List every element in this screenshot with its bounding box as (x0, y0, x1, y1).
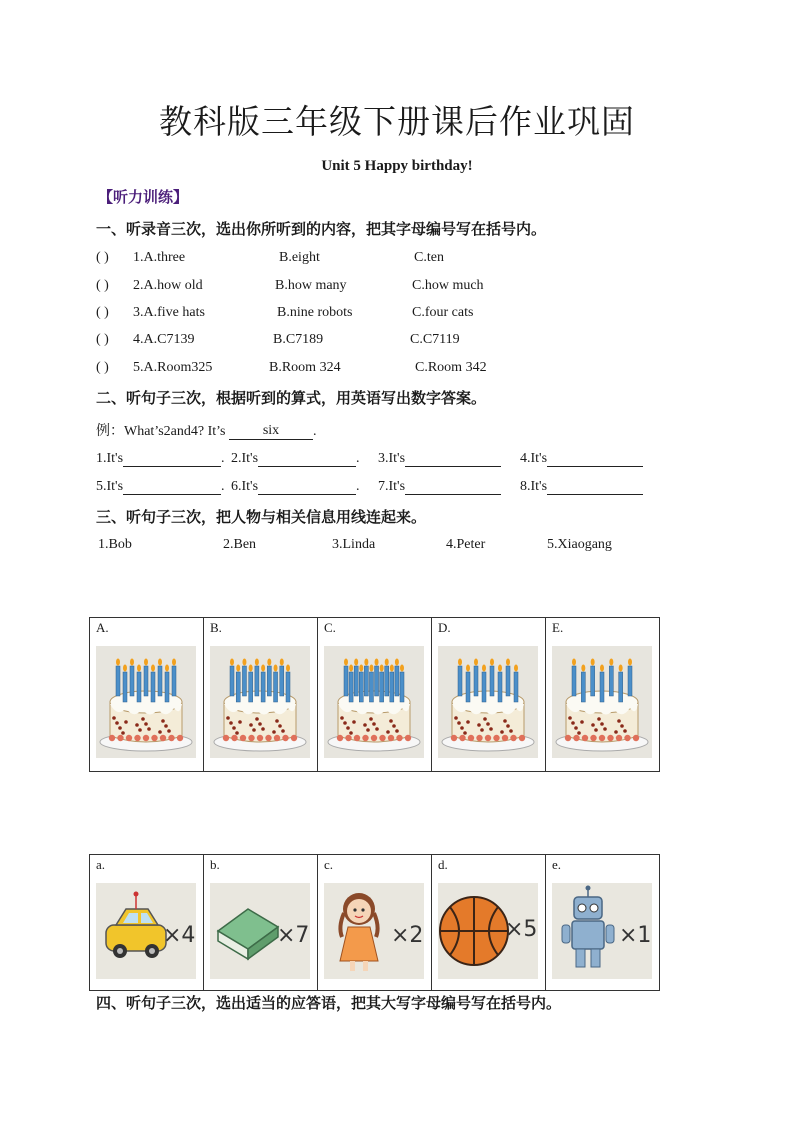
cake-image (438, 646, 538, 758)
part4-heading: 四、听句子三次，选出适当的应答语，把其大写字母编号写在括号内。 (96, 994, 562, 1012)
option-c: C.how much (412, 278, 484, 293)
option-b: B.Room 324 (269, 360, 341, 375)
answer-paren[interactable]: ( ) (96, 278, 109, 293)
answer-blank[interactable] (547, 479, 643, 495)
cake-image (552, 646, 652, 758)
option-a: 1.A.three (133, 250, 186, 265)
option-a: 5.A.Room325 (133, 360, 213, 375)
quantity-label: ×1 (619, 923, 652, 948)
quantity-label: ×2 (391, 923, 424, 948)
blank-label: 1.It's (96, 451, 124, 466)
cake-image (96, 646, 196, 758)
option-b: B.eight (279, 250, 320, 265)
gift-label: b. (210, 857, 220, 872)
answer-blank[interactable] (258, 451, 356, 467)
example-answer-text: six (262, 423, 280, 438)
answer-blank[interactable] (547, 451, 643, 467)
cake-label: A. (96, 620, 109, 635)
option-c: C.ten (414, 250, 444, 265)
cake-label: B. (210, 620, 222, 635)
person-name[interactable]: 5.Xiaogang (547, 537, 612, 552)
blank-item (231, 451, 360, 467)
page-title: 教科版三年级下册课后作业巩固 (159, 102, 635, 141)
blank-item (378, 479, 501, 495)
answer-paren[interactable]: ( ) (96, 332, 109, 347)
option-c: C.C7119 (410, 332, 460, 347)
blank-period: . (356, 451, 360, 466)
answer-paren[interactable]: ( ) (96, 305, 109, 320)
cake-image (210, 646, 310, 758)
answer-blank[interactable] (405, 451, 501, 467)
cake-image (324, 646, 424, 758)
cake-label: E. (552, 620, 564, 635)
blank-item (96, 451, 225, 467)
answer-paren[interactable]: ( ) (96, 360, 109, 375)
cake-label: C. (324, 620, 336, 635)
blank-item (520, 451, 643, 467)
gift-label: d. (438, 857, 448, 872)
cake-label: D. (438, 620, 451, 635)
gift-cell[interactable] (318, 855, 432, 991)
example-prefix: 例：What’s2and4? It’s (96, 424, 226, 439)
blank-period: . (221, 479, 225, 494)
blank-item (96, 479, 225, 495)
option-a: 2.A.how old (133, 278, 203, 293)
gift-cell[interactable] (90, 855, 204, 991)
part3-heading: 三、听句子三次，把人物与相关信息用线连起来。 (96, 508, 427, 526)
answer-paren[interactable]: ( ) (96, 250, 109, 265)
cake-cell[interactable] (90, 618, 204, 772)
blank-item (231, 479, 360, 495)
person-name[interactable]: 4.Peter (446, 537, 486, 552)
gift-cell[interactable] (432, 855, 546, 991)
blank-label: 6.It's (231, 479, 259, 494)
gift-table (89, 854, 660, 991)
answer-blank[interactable] (405, 479, 501, 495)
cake-cell[interactable] (432, 618, 546, 772)
option-b: B.C7189 (273, 332, 324, 347)
person-name[interactable]: 1.Bob (98, 537, 132, 552)
blank-item (378, 451, 501, 467)
blank-label: 2.It's (231, 451, 259, 466)
blank-period: . (221, 451, 225, 466)
option-c: C.Room 342 (415, 360, 487, 375)
cake-cell[interactable] (204, 618, 318, 772)
blank-period: . (356, 479, 360, 494)
cake-cell[interactable] (318, 618, 432, 772)
option-b: B.nine robots (277, 305, 353, 320)
gift-label: c. (324, 857, 334, 872)
gift-cell[interactable] (204, 855, 318, 991)
blank-label: 8.It's (520, 479, 548, 494)
option-a: 3.A.five hats (133, 305, 205, 320)
gift-label: a. (96, 857, 106, 872)
example-period: . (312, 424, 317, 439)
quantity-label: ×7 (277, 923, 310, 948)
cake-table (89, 617, 660, 772)
answer-blank[interactable] (123, 479, 221, 495)
cake-cell[interactable] (546, 618, 660, 772)
unit-subtitle: Unit 5 Happy birthday! (321, 158, 473, 174)
option-b: B.how many (275, 278, 347, 293)
blank-label: 7.It's (378, 479, 406, 494)
option-a: 4.A.C7139 (133, 332, 195, 347)
blank-label: 4.It's (520, 451, 548, 466)
quantity-label: ×4 (163, 923, 196, 948)
answer-blank[interactable] (123, 451, 221, 467)
section-tag-listening: 【听力训练】 (98, 188, 189, 206)
blank-label: 3.It's (378, 451, 406, 466)
option-c: C.four cats (412, 305, 474, 320)
quantity-label: ×5 (505, 917, 538, 942)
example-answer (229, 423, 313, 440)
gift-cell[interactable] (546, 855, 660, 991)
person-name[interactable]: 2.Ben (223, 537, 257, 552)
blank-item (520, 479, 643, 495)
part2-heading: 二、听句子三次，根据听到的算式，用英语写出数字答案。 (96, 389, 487, 407)
blank-label: 5.It's (96, 479, 124, 494)
person-name[interactable]: 3.Linda (332, 537, 376, 552)
gift-label: e. (552, 857, 562, 872)
part1-heading: 一、听录音三次，选出你所听到的内容，把其字母编号写在括号内。 (96, 220, 547, 238)
example-sentence (96, 420, 316, 440)
answer-blank[interactable] (258, 479, 356, 495)
